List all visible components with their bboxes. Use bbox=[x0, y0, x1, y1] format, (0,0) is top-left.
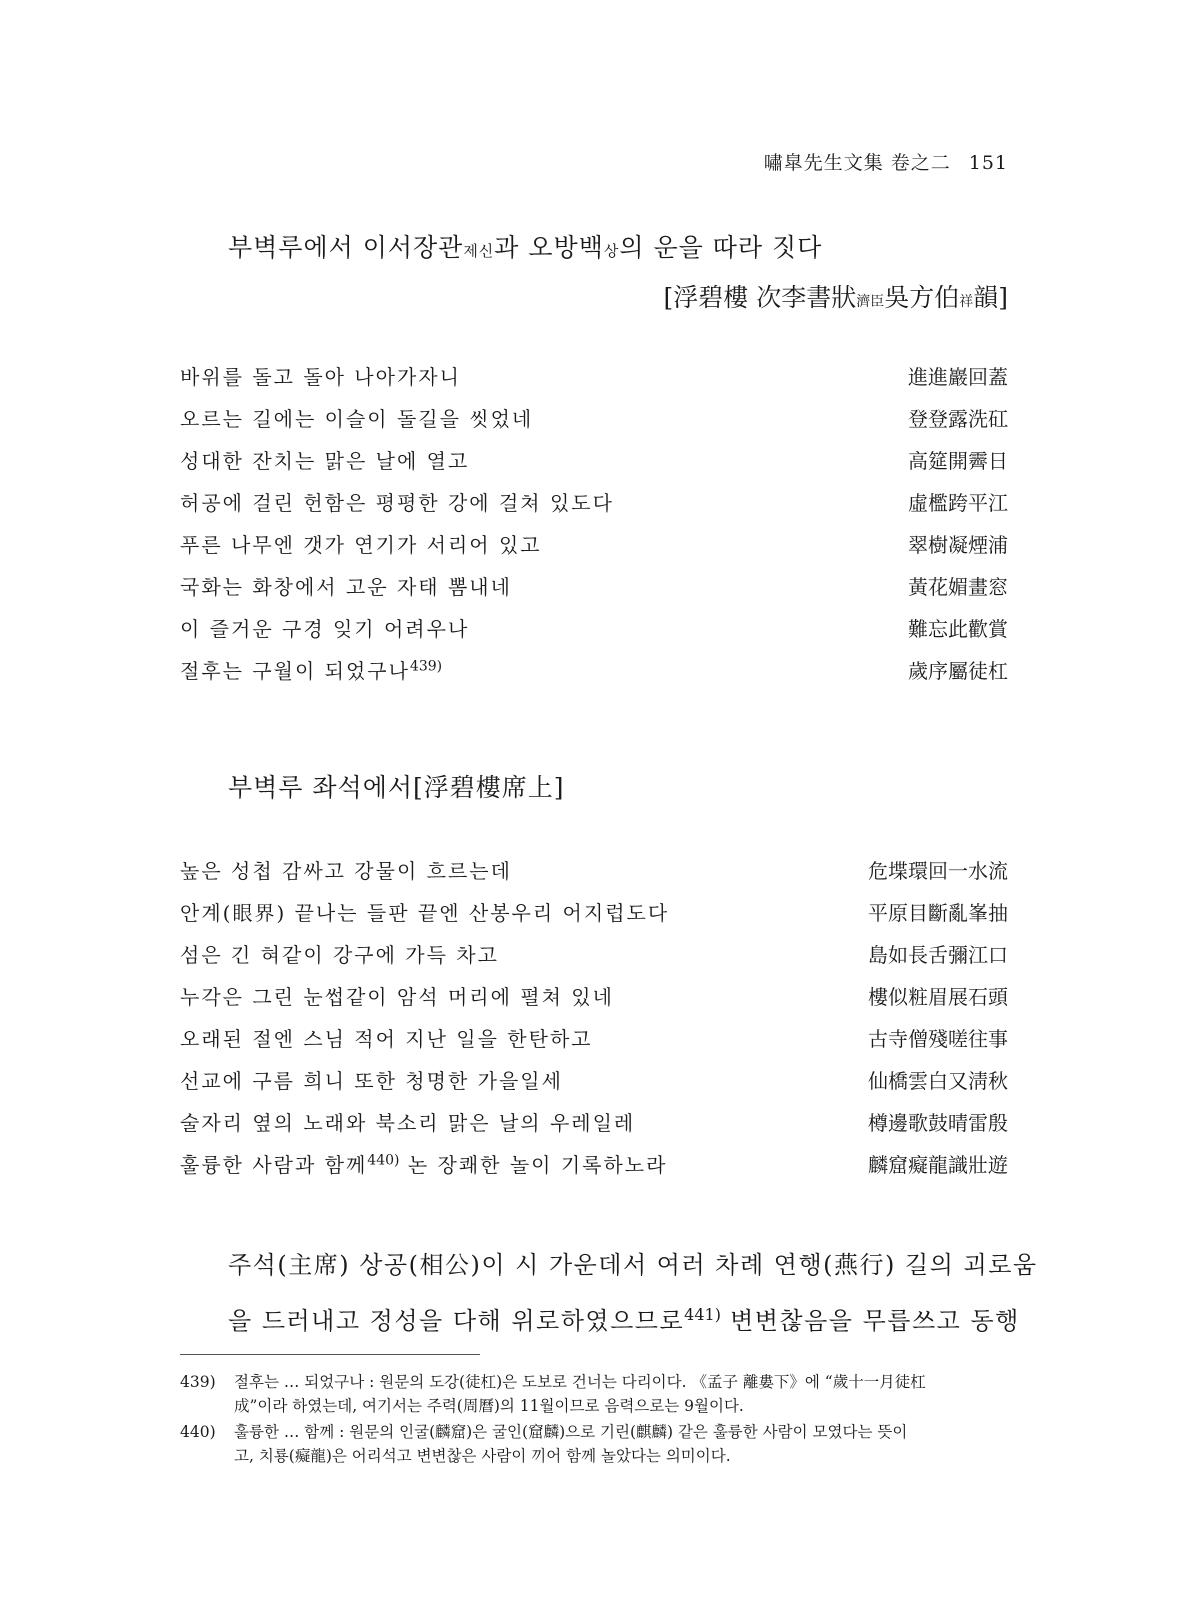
poem-line bbox=[180, 1016, 1008, 1058]
hanja-line: 平原目斷亂峯抽 bbox=[868, 900, 1008, 925]
poem1-hanja-part: 韻] bbox=[973, 283, 1008, 312]
poem1-title-note: 상 bbox=[603, 242, 620, 260]
poem1-title-hanja bbox=[664, 278, 1008, 314]
hanja-line: 進進巖回蓋 bbox=[908, 364, 1008, 389]
korean-line: 안계(眼界) 끝나는 들판 끝엔 산봉우리 어지럽도다 bbox=[180, 900, 670, 925]
korean-line: 누각은 그린 눈썹같이 암석 머리에 펼쳐 있네 bbox=[180, 984, 614, 1009]
footnote-text: 절후는 … 되었구나 : 원문의 도강(徒杠)은 도보로 건너는 다리이다. 《孟子 離婁下》에 “歲十一月徒杠 bbox=[234, 1373, 926, 1391]
korean-line: 성대한 잔치는 맑은 날에 열고 bbox=[180, 448, 470, 473]
poem1-hanja-part: [浮碧樓 次李書狀 bbox=[663, 283, 857, 312]
prose-text: 변변찮음을 무릅쓰고 동행 bbox=[720, 1307, 1020, 1335]
footnote-number: 440) bbox=[180, 1423, 216, 1441]
korean-line-text: 논 장쾌한 놀이 기록하노라 bbox=[399, 1152, 668, 1177]
poem-line bbox=[180, 396, 1008, 438]
poem2-title: 부벽루 좌석에서[浮碧樓席上] bbox=[228, 773, 565, 802]
footnote-440 bbox=[180, 1420, 1008, 1468]
page-number: 151 bbox=[968, 152, 1008, 174]
poem-line bbox=[180, 522, 1008, 564]
poem-line bbox=[180, 1058, 1008, 1100]
korean-line: 오르는 길에는 이슬이 돌길을 씻었네 bbox=[180, 406, 534, 431]
poem-line bbox=[180, 564, 1008, 606]
hanja-line: 歲序屬徒杠 bbox=[908, 658, 1008, 683]
footnote-marker[interactable]: 439) bbox=[409, 657, 443, 674]
hanja-line: 高筵開霽日 bbox=[908, 448, 1008, 473]
hanja-line: 島如長舌彌江口 bbox=[868, 942, 1008, 967]
book-title: 嘯皐先生文集 卷之二 bbox=[763, 152, 951, 174]
korean-line: 푸른 나무엔 갯가 연기가 서리어 있고 bbox=[180, 532, 542, 557]
hanja-line: 翠樹凝煙浦 bbox=[908, 532, 1008, 557]
poem1-title-note: 제신 bbox=[463, 242, 495, 260]
poem1-hanja-note: 祥 bbox=[959, 294, 974, 310]
footnote-text: 훌륭한 … 함께 : 원문의 인굴(麟窟)은 굴인(窟麟)으로 기린(麒麟) 같은 훌륭한 사람이 모였다는 뜻이 bbox=[234, 1423, 908, 1441]
hanja-line: 古寺僧殘嗟往事 bbox=[868, 1026, 1008, 1051]
korean-line: 선교에 구름 희니 또한 청명한 가을일세 bbox=[180, 1068, 563, 1093]
korean-line: 바위를 돌고 돌아 나아가자니 bbox=[180, 364, 461, 389]
hanja-line: 難忘此歡賞 bbox=[908, 616, 1008, 641]
footnote-number: 439) bbox=[180, 1373, 216, 1391]
poem1-title-part: 부벽루에서 이서장관 bbox=[228, 233, 464, 262]
korean-line-text: 훌륭한 사람과 함께 bbox=[180, 1152, 368, 1177]
poem-line bbox=[180, 932, 1008, 974]
korean-line: 허공에 걸린 헌함은 평평한 강에 걸쳐 있도다 bbox=[180, 490, 614, 515]
poem-line bbox=[180, 1100, 1008, 1142]
korean-line: 섬은 긴 혀같이 강구에 가득 차고 bbox=[180, 942, 499, 967]
running-header bbox=[764, 148, 1008, 175]
poem1-title-part: 의 운을 따라 짓다 bbox=[619, 233, 823, 262]
hanja-line: 虛檻跨平江 bbox=[908, 490, 1008, 515]
poem-line bbox=[180, 354, 1008, 396]
footnote-marker[interactable]: 441) bbox=[684, 1305, 721, 1324]
poem-line bbox=[180, 1142, 1008, 1184]
poem-line bbox=[180, 480, 1008, 522]
footnote-marker[interactable]: 440) bbox=[367, 1151, 400, 1168]
poem-line bbox=[180, 606, 1008, 648]
prose-line bbox=[228, 1290, 1020, 1346]
poem1-title-part: 과 오방백 bbox=[494, 233, 604, 262]
poem1-lines bbox=[180, 354, 1008, 690]
korean-line: 이 즐거운 구경 잊기 어려우나 bbox=[180, 616, 470, 641]
poem-line bbox=[180, 974, 1008, 1016]
hanja-line: 樓似粧眉展石頭 bbox=[868, 984, 1008, 1009]
poem2-lines bbox=[180, 848, 1008, 1184]
hanja-line: 仙橋雲白又淸秋 bbox=[868, 1068, 1008, 1093]
hanja-line: 危堞環回一水流 bbox=[868, 858, 1008, 883]
korean-line: 술자리 옆의 노래와 북소리 맑은 날의 우레일레 bbox=[180, 1110, 636, 1135]
footnote-divider bbox=[180, 1354, 480, 1355]
hanja-line: 麟窟癡龍識壯遊 bbox=[868, 1152, 1008, 1177]
poem-line bbox=[180, 848, 1008, 890]
poem-line bbox=[180, 648, 1008, 690]
poem1-hanja-part: 吳方伯 bbox=[884, 283, 960, 312]
korean-line: 국화는 화창에서 고운 자태 뽐내네 bbox=[180, 574, 512, 599]
footnotes bbox=[180, 1370, 1008, 1470]
poem1-title-korean bbox=[228, 228, 822, 264]
footnote-text: 成”이라 하였는데, 여기서는 주력(周曆)의 11월이므로 음력으로는 9월이다. bbox=[234, 1397, 744, 1415]
hanja-line: 黃花媚畫窓 bbox=[908, 574, 1008, 599]
prose-text: 을 드러내고 정성을 다해 위로하였으므로 bbox=[228, 1307, 685, 1335]
footnote-text: 고, 치룡(癡龍)은 어리석고 변변찮은 사람이 끼어 함께 놀았다는 의미이다. bbox=[234, 1447, 731, 1465]
korean-line bbox=[180, 655, 442, 684]
korean-line: 오래된 절엔 스님 적어 지난 일을 한탄하고 bbox=[180, 1026, 593, 1051]
hanja-line: 樽邊歌鼓晴雷殷 bbox=[868, 1110, 1008, 1135]
poem-line bbox=[180, 890, 1008, 932]
korean-line bbox=[180, 1149, 667, 1178]
poem1-hanja-note: 濟臣 bbox=[856, 294, 885, 310]
prose-line: 주석(主席) 상공(相公)이 시 가운데서 여러 차례 연행(燕行) 길의 괴로움 bbox=[228, 1251, 1038, 1279]
hanja-line: 登登露洗矼 bbox=[908, 406, 1008, 431]
poem-line bbox=[180, 438, 1008, 480]
korean-line-text: 절후는 구월이 되었구나 bbox=[180, 658, 410, 683]
prose-paragraph bbox=[228, 1240, 1038, 1346]
korean-line: 높은 성첩 감싸고 강물이 흐르는데 bbox=[180, 858, 512, 883]
footnote-439 bbox=[180, 1370, 1008, 1418]
